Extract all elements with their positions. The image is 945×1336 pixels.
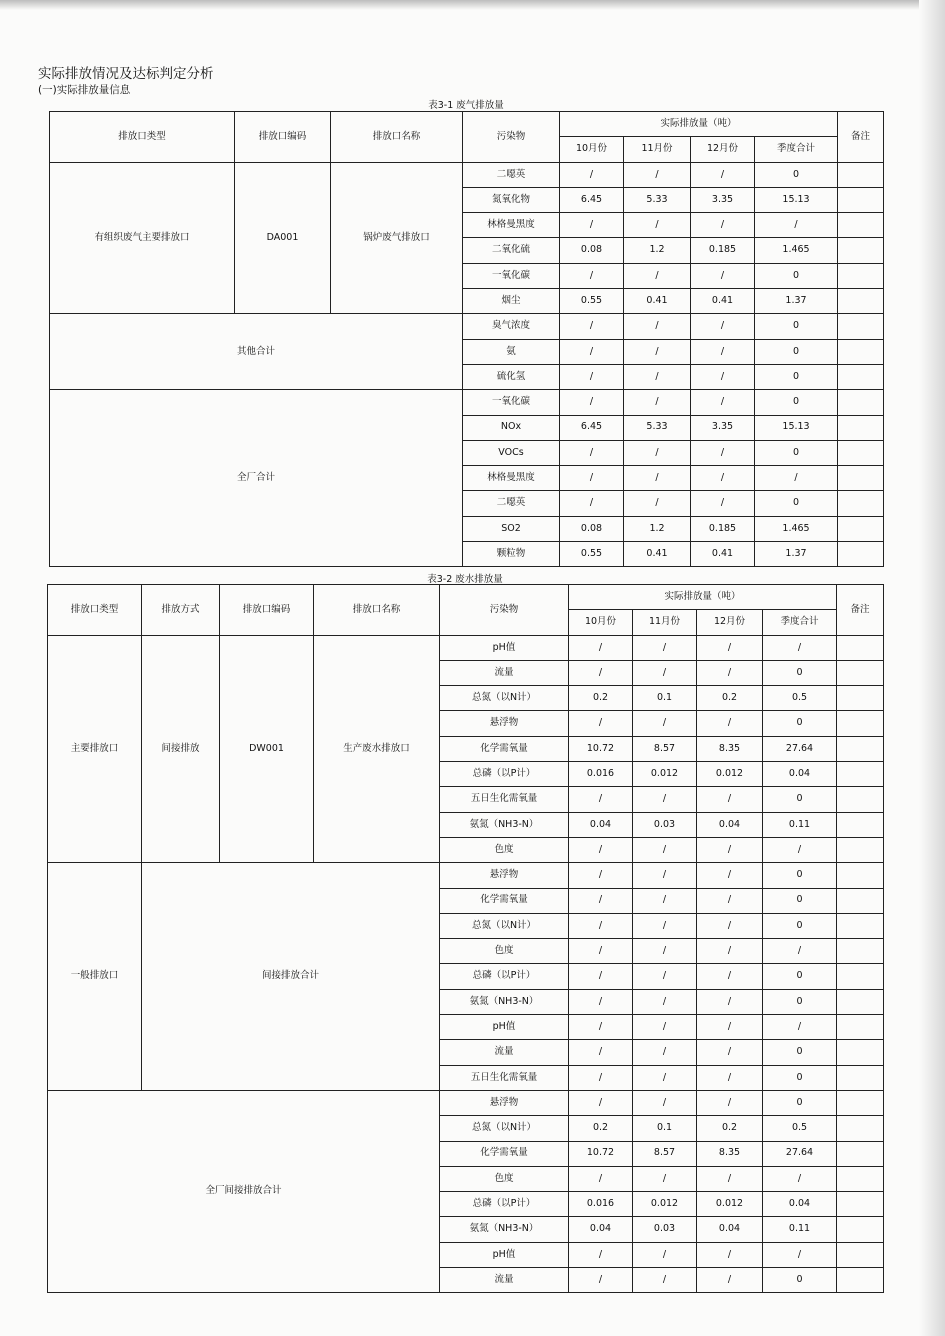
november-value: / [633, 1242, 697, 1267]
december-value: / [691, 339, 755, 364]
pollutant-cell: 总磷（以P计） [440, 1192, 569, 1217]
october-value: / [569, 989, 633, 1014]
december-value: / [697, 1242, 763, 1267]
header-pollutant: 污染物 [440, 585, 569, 636]
december-value: 3.35 [691, 187, 755, 212]
december-value: / [697, 939, 763, 964]
note-cell [838, 516, 884, 541]
outlet-code-cell: DA001 [235, 162, 331, 314]
december-value: / [697, 635, 763, 660]
october-value: 0.08 [560, 516, 624, 541]
pollutant-cell: 林格曼黑度 [463, 213, 560, 238]
november-value: / [633, 964, 697, 989]
december-value: / [691, 162, 755, 187]
waste-water-table [47, 584, 884, 1293]
october-value: 10.72 [569, 736, 633, 761]
header-outlet-type: 排放口类型 [48, 585, 142, 636]
note-cell [837, 1166, 884, 1191]
pollutant-cell: NOx [463, 415, 560, 440]
november-value: / [624, 162, 691, 187]
december-value: 0.185 [691, 516, 755, 541]
table-row [50, 162, 884, 187]
december-value: / [697, 964, 763, 989]
quarter-total-value: 0 [763, 1268, 837, 1293]
pollutant-cell: 二氧化硫 [463, 238, 560, 263]
november-value: / [633, 787, 697, 812]
october-value: / [560, 314, 624, 339]
pollutant-cell: pH值 [440, 1015, 569, 1040]
quarter-total-value: / [763, 1015, 837, 1040]
quarter-total-value: 0 [763, 913, 837, 938]
quarter-total-value: 0 [763, 989, 837, 1014]
december-value: 0.2 [697, 1116, 763, 1141]
november-value: / [633, 635, 697, 660]
quarter-total-value: 1.465 [755, 516, 838, 541]
pollutant-cell: 总氮（以N计） [440, 913, 569, 938]
november-value: 0.03 [633, 812, 697, 837]
quarter-total-value: 0 [763, 1065, 837, 1090]
table-row [48, 863, 884, 888]
pollutant-cell: 氨 [463, 339, 560, 364]
october-value: / [560, 213, 624, 238]
november-value: / [624, 364, 691, 389]
note-cell [837, 913, 884, 938]
december-value: / [691, 364, 755, 389]
note-cell [837, 787, 884, 812]
november-value: / [633, 1166, 697, 1191]
pollutant-cell: 悬浮物 [440, 711, 569, 736]
scan-right-edge [919, 0, 945, 1336]
october-value: 6.45 [560, 415, 624, 440]
october-value: / [560, 263, 624, 288]
december-value: 0.012 [697, 1192, 763, 1217]
header-outlet-name: 排放口名称 [331, 112, 463, 163]
header-outlet-code: 排放口编码 [220, 585, 314, 636]
october-value: / [560, 339, 624, 364]
discharge-method-cell: 间接排放 [142, 635, 220, 863]
quarter-total-value: 0 [763, 1040, 837, 1065]
october-value: 0.55 [560, 542, 624, 567]
quarter-total-value: 0.04 [763, 1192, 837, 1217]
pollutant-cell: 林格曼黑度 [463, 466, 560, 491]
december-value: / [691, 390, 755, 415]
note-cell [837, 1090, 884, 1115]
october-value: / [569, 913, 633, 938]
pollutant-cell: 悬浮物 [440, 1090, 569, 1115]
december-value: 0.012 [697, 762, 763, 787]
pollutant-cell: 悬浮物 [440, 863, 569, 888]
december-value: / [691, 314, 755, 339]
december-value: 0.185 [691, 238, 755, 263]
october-value: / [569, 787, 633, 812]
november-value: / [633, 939, 697, 964]
quarter-total-value: 0.5 [763, 1116, 837, 1141]
quarter-total-value: 0 [763, 888, 837, 913]
header-outlet-name: 排放口名称 [314, 585, 440, 636]
december-value: / [697, 863, 763, 888]
header-december: 12月份 [697, 610, 763, 635]
pollutant-cell: 流量 [440, 660, 569, 685]
december-value: 0.41 [691, 289, 755, 314]
pollutant-cell: 总氮（以N计） [440, 686, 569, 711]
quarter-total-value: / [763, 837, 837, 862]
october-value: / [560, 466, 624, 491]
pollutant-cell: 化学需氧量 [440, 736, 569, 761]
note-cell [837, 635, 884, 660]
november-value: 1.2 [624, 238, 691, 263]
december-value: / [697, 1065, 763, 1090]
note-cell [838, 213, 884, 238]
note-cell [838, 289, 884, 314]
pollutant-cell: 化学需氧量 [440, 1141, 569, 1166]
header-quarter-total: 季度合计 [763, 610, 837, 635]
december-value: / [697, 711, 763, 736]
november-value: / [624, 440, 691, 465]
november-value: 5.33 [624, 187, 691, 212]
quarter-total-value: / [763, 1242, 837, 1267]
quarter-total-value: 0 [755, 339, 838, 364]
pollutant-cell: 五日生化需氧量 [440, 1065, 569, 1090]
quarter-total-value: 0 [763, 660, 837, 685]
october-value: / [560, 390, 624, 415]
note-cell [837, 888, 884, 913]
november-value: / [633, 711, 697, 736]
november-value: 8.57 [633, 1141, 697, 1166]
quarter-total-value: 0 [763, 711, 837, 736]
note-cell [837, 1015, 884, 1040]
header-december: 12月份 [691, 137, 755, 162]
november-value: / [624, 491, 691, 516]
header-outlet-code: 排放口编码 [235, 112, 331, 163]
note-cell [837, 863, 884, 888]
october-value: 0.2 [569, 686, 633, 711]
note-cell [837, 762, 884, 787]
november-value: 0.1 [633, 1116, 697, 1141]
october-value: / [569, 1015, 633, 1040]
table-row [50, 314, 884, 339]
scan-top-shadow [0, 0, 945, 10]
december-value: / [691, 466, 755, 491]
december-value: 3.35 [691, 415, 755, 440]
quarter-total-value: 0 [763, 964, 837, 989]
note-cell [837, 1040, 884, 1065]
subtotal-label: 间接排放合计 [142, 863, 440, 1091]
pollutant-cell: 颗粒物 [463, 542, 560, 567]
note-cell [837, 1192, 884, 1217]
quarter-total-value: / [763, 939, 837, 964]
quarter-total-value: / [763, 1166, 837, 1191]
note-cell [837, 1116, 884, 1141]
october-value: 0.2 [569, 1116, 633, 1141]
note-cell [837, 1242, 884, 1267]
header-note: 备注 [837, 585, 884, 636]
outlet-name-cell: 生产废水排放口 [314, 635, 440, 863]
table-row [48, 1090, 884, 1115]
note-cell [838, 491, 884, 516]
quarter-total-value: 0 [755, 491, 838, 516]
december-value: 8.35 [697, 1141, 763, 1166]
october-value: / [560, 162, 624, 187]
note-cell [837, 1268, 884, 1293]
outlet-type-cell: 主要排放口 [48, 635, 142, 863]
november-value: / [624, 339, 691, 364]
header-november: 11月份 [633, 610, 697, 635]
pollutant-cell: 色度 [440, 939, 569, 964]
quarter-total-value: 15.13 [755, 187, 838, 212]
december-value: / [691, 440, 755, 465]
november-value: 0.012 [633, 762, 697, 787]
group-total-label: 全厂合计 [50, 390, 463, 567]
quarter-total-value: 1.37 [755, 542, 838, 567]
october-value: 0.016 [569, 762, 633, 787]
november-value: / [633, 837, 697, 862]
november-value: / [633, 863, 697, 888]
note-cell [837, 812, 884, 837]
november-value: / [633, 888, 697, 913]
october-value: / [569, 660, 633, 685]
pollutant-cell: 色度 [440, 1166, 569, 1191]
note-cell [837, 660, 884, 685]
quarter-total-value: 0.04 [763, 762, 837, 787]
december-value: / [691, 491, 755, 516]
quarter-total-value: 0 [755, 364, 838, 389]
december-value: 0.04 [697, 1217, 763, 1242]
note-cell [837, 939, 884, 964]
pollutant-cell: 五日生化需氧量 [440, 787, 569, 812]
quarter-total-value: 1.465 [755, 238, 838, 263]
quarter-total-value: 0 [763, 863, 837, 888]
october-value: 0.016 [569, 1192, 633, 1217]
pollutant-cell: 氮氧化物 [463, 187, 560, 212]
note-cell [838, 364, 884, 389]
table2-caption: 表3-2 废水排放量 [427, 574, 503, 585]
quarter-total-value: / [763, 635, 837, 660]
november-value: 5.33 [624, 415, 691, 440]
table-row [48, 635, 884, 660]
october-value: / [569, 1166, 633, 1191]
november-value: / [624, 314, 691, 339]
october-value: 0.55 [560, 289, 624, 314]
quarter-total-value: 0.5 [763, 686, 837, 711]
pollutant-cell: 臭气浓度 [463, 314, 560, 339]
header-quarter-total: 季度合计 [755, 137, 838, 162]
december-value: / [697, 787, 763, 812]
note-cell [837, 1217, 884, 1242]
november-value: / [633, 1015, 697, 1040]
pollutant-cell: 总氮（以N计） [440, 1116, 569, 1141]
october-value: 0.08 [560, 238, 624, 263]
pollutant-cell: 二噁英 [463, 162, 560, 187]
pollutant-cell: 流量 [440, 1268, 569, 1293]
table-row [50, 390, 884, 415]
header-october: 10月份 [560, 137, 624, 162]
note-cell [838, 466, 884, 491]
december-value: 0.41 [691, 542, 755, 567]
pollutant-cell: 一氧化碳 [463, 390, 560, 415]
quarter-total-value: 0 [755, 440, 838, 465]
november-value: / [624, 263, 691, 288]
october-value: / [560, 364, 624, 389]
november-value: / [633, 1268, 697, 1293]
december-value: / [697, 1268, 763, 1293]
pollutant-cell: 色度 [440, 837, 569, 862]
quarter-total-value: 0.11 [763, 1217, 837, 1242]
november-value: 0.012 [633, 1192, 697, 1217]
december-value: / [697, 1090, 763, 1115]
outlet-name-cell: 锅炉废气排放口 [331, 162, 463, 314]
note-cell [838, 440, 884, 465]
november-value: 1.2 [624, 516, 691, 541]
group-total-label: 全厂间接排放合计 [48, 1090, 440, 1292]
group-total-label: 其他合计 [50, 314, 463, 390]
october-value: / [569, 964, 633, 989]
note-cell [837, 837, 884, 862]
pollutant-cell: SO2 [463, 516, 560, 541]
october-value: / [569, 863, 633, 888]
note-cell [838, 238, 884, 263]
october-value: / [569, 837, 633, 862]
december-value: / [697, 837, 763, 862]
november-value: / [624, 466, 691, 491]
october-value: 6.45 [560, 187, 624, 212]
header-november: 11月份 [624, 137, 691, 162]
pollutant-cell: 氨氮（NH3-N） [440, 1217, 569, 1242]
section-subheading: (一)实际排放量信息 [38, 84, 131, 96]
december-value: / [691, 263, 755, 288]
note-cell [838, 162, 884, 187]
november-value: / [624, 390, 691, 415]
section-heading: 实际排放情况及达标判定分析 [38, 66, 214, 82]
pollutant-cell: VOCs [463, 440, 560, 465]
quarter-total-value: 27.64 [763, 1141, 837, 1166]
pollutant-cell: 氨氮（NH3-N） [440, 812, 569, 837]
quarter-total-value: 15.13 [755, 415, 838, 440]
header-actual-emission: 实际排放量（吨） [560, 112, 838, 137]
note-cell [837, 686, 884, 711]
november-value: / [633, 1065, 697, 1090]
november-value: / [633, 1090, 697, 1115]
december-value: 0.04 [697, 812, 763, 837]
october-value: / [569, 635, 633, 660]
october-value: 10.72 [569, 1141, 633, 1166]
december-value: / [697, 1166, 763, 1191]
october-value: / [569, 1040, 633, 1065]
december-value: / [697, 1015, 763, 1040]
note-cell [838, 542, 884, 567]
pollutant-cell: 流量 [440, 1040, 569, 1065]
quarter-total-value: 0 [763, 1090, 837, 1115]
december-value: / [697, 660, 763, 685]
december-value: 8.35 [697, 736, 763, 761]
quarter-total-value: 0 [755, 263, 838, 288]
october-value: / [569, 1268, 633, 1293]
quarter-total-value: 0.11 [763, 812, 837, 837]
outlet-type-cell: 有组织废气主要排放口 [50, 162, 235, 314]
note-cell [837, 989, 884, 1014]
pollutant-cell: 烟尘 [463, 289, 560, 314]
october-value: 0.04 [569, 1217, 633, 1242]
october-value: / [569, 1090, 633, 1115]
november-value: 0.1 [633, 686, 697, 711]
october-value: / [569, 1242, 633, 1267]
waste-gas-table [49, 111, 884, 567]
november-value: 0.41 [624, 542, 691, 567]
pollutant-cell: pH值 [440, 1242, 569, 1267]
note-cell [838, 339, 884, 364]
november-value: / [633, 989, 697, 1014]
december-value: / [697, 989, 763, 1014]
header-actual-emission: 实际排放量（吨） [569, 585, 837, 610]
note-cell [837, 736, 884, 761]
pollutant-cell: 总磷（以P计） [440, 762, 569, 787]
november-value: / [624, 213, 691, 238]
note-cell [838, 415, 884, 440]
header-pollutant: 污染物 [463, 112, 560, 163]
november-value: / [633, 1040, 697, 1065]
pollutant-cell: 氨氮（NH3-N） [440, 989, 569, 1014]
november-value: / [633, 913, 697, 938]
pollutant-cell: 硫化氢 [463, 364, 560, 389]
december-value: / [697, 913, 763, 938]
october-value: / [569, 888, 633, 913]
note-cell [837, 964, 884, 989]
quarter-total-value: 27.64 [763, 736, 837, 761]
october-value: / [560, 491, 624, 516]
october-value: / [569, 1065, 633, 1090]
quarter-total-value: 0 [763, 787, 837, 812]
pollutant-cell: 化学需氧量 [440, 888, 569, 913]
november-value: 8.57 [633, 736, 697, 761]
pollutant-cell: pH值 [440, 635, 569, 660]
december-value: 0.2 [697, 686, 763, 711]
october-value: 0.04 [569, 812, 633, 837]
november-value: / [633, 660, 697, 685]
quarter-total-value: / [755, 466, 838, 491]
pollutant-cell: 一氧化碳 [463, 263, 560, 288]
outlet-type-cell: 一般排放口 [48, 863, 142, 1091]
header-discharge-method: 排放方式 [142, 585, 220, 636]
header-october: 10月份 [569, 610, 633, 635]
quarter-total-value: 1.37 [755, 289, 838, 314]
october-value: / [560, 440, 624, 465]
table1-caption: 表3-1 废气排放量 [428, 100, 504, 111]
november-value: 0.41 [624, 289, 691, 314]
pollutant-cell: 二噁英 [463, 491, 560, 516]
november-value: 0.03 [633, 1217, 697, 1242]
quarter-total-value: / [755, 213, 838, 238]
header-outlet-type: 排放口类型 [50, 112, 235, 163]
quarter-total-value: 0 [755, 314, 838, 339]
quarter-total-value: 0 [755, 390, 838, 415]
december-value: / [697, 1040, 763, 1065]
note-cell [838, 390, 884, 415]
pollutant-cell: 总磷（以P计） [440, 964, 569, 989]
note-cell [837, 1065, 884, 1090]
note-cell [837, 1141, 884, 1166]
quarter-total-value: 0 [755, 162, 838, 187]
note-cell [838, 187, 884, 212]
header-note: 备注 [838, 112, 884, 163]
note-cell [838, 314, 884, 339]
december-value: / [691, 213, 755, 238]
note-cell [837, 711, 884, 736]
october-value: / [569, 711, 633, 736]
october-value: / [569, 939, 633, 964]
december-value: / [697, 888, 763, 913]
note-cell [838, 263, 884, 288]
outlet-code-cell: DW001 [220, 635, 314, 863]
